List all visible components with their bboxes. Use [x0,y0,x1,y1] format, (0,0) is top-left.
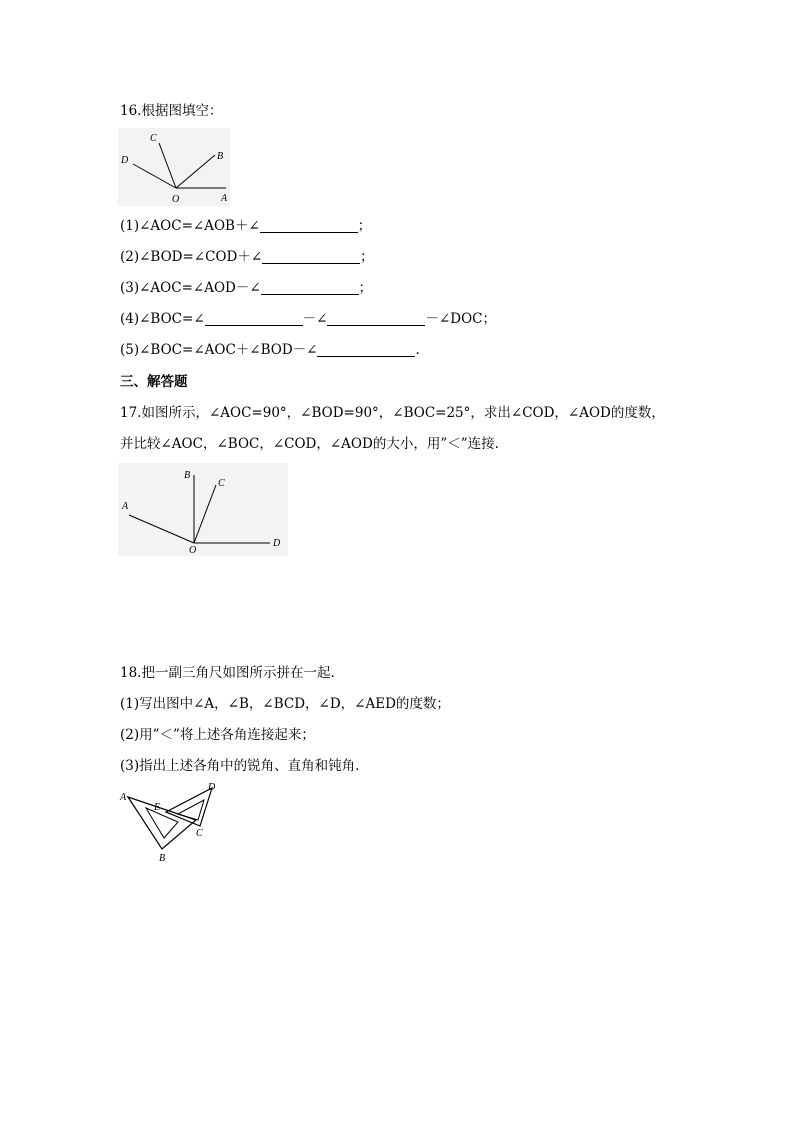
label-b: B [217,151,224,162]
q18-line-3: (2)用”＜”将上述各角连接起来； [120,727,315,743]
q16-item-3: (3)∠AOC=∠AOD－∠ ； [120,280,373,296]
answer-blank[interactable] [327,311,425,326]
label-d: D [208,782,216,793]
answer-blank[interactable] [317,342,415,357]
q18-line-4: (3)指出上述各角中的锐角、直角和钝角. [120,758,360,774]
q18-line-1: 18.把一副三角尺如图所示拼在一起. [120,665,335,681]
q16-item-2: (2)∠BOD=∠COD＋∠ ； [120,249,374,265]
answer-blank[interactable] [205,311,303,326]
label-a: A [120,792,127,803]
label-a: A [221,193,228,204]
set-square-large [128,797,196,849]
label-b: B [184,470,191,481]
q16-item-5: (5)∠BOC=∠AOC＋∠BOD－∠ . [120,342,420,358]
label-c: C [218,478,225,489]
answer-blank[interactable] [262,249,360,264]
label-o: O [189,545,197,556]
label-e: E [154,802,161,813]
q16-title: 16.根据图填空： [120,103,223,119]
label-c: C [196,828,203,839]
q16-item-1: (1)∠AOC=∠AOB＋∠ ； [120,218,372,234]
label-o: O [172,194,180,205]
label-b: B [159,853,166,864]
q17-line-2: 并比较∠AOC，∠BOC，∠COD，∠AOD的大小，用”＜”连接. [120,436,499,452]
q17-line-1: 17.如图所示，∠AOC=90°，∠BOD=90°，∠BOC=25°，求出∠COD，∠AOD的度数， [120,405,665,421]
q18-figure [118,780,223,866]
set-square-small-inner [178,800,204,820]
q17-figure [118,463,288,556]
label-c: C [150,133,157,144]
answer-blank[interactable] [260,218,358,233]
label-d: D [121,155,129,166]
label-d: D [273,538,281,549]
q16-item-4: (4)∠BOC=∠ －∠ －∠DOC； [120,311,496,327]
label-a: A [122,501,129,512]
q18-line-2: (1)写出图中∠A，∠B，∠BCD，∠D，∠AED的度数； [120,696,450,712]
answer-blank[interactable] [261,280,359,295]
section-title: 三、解答题 [120,374,188,390]
q16-figure [118,128,230,206]
